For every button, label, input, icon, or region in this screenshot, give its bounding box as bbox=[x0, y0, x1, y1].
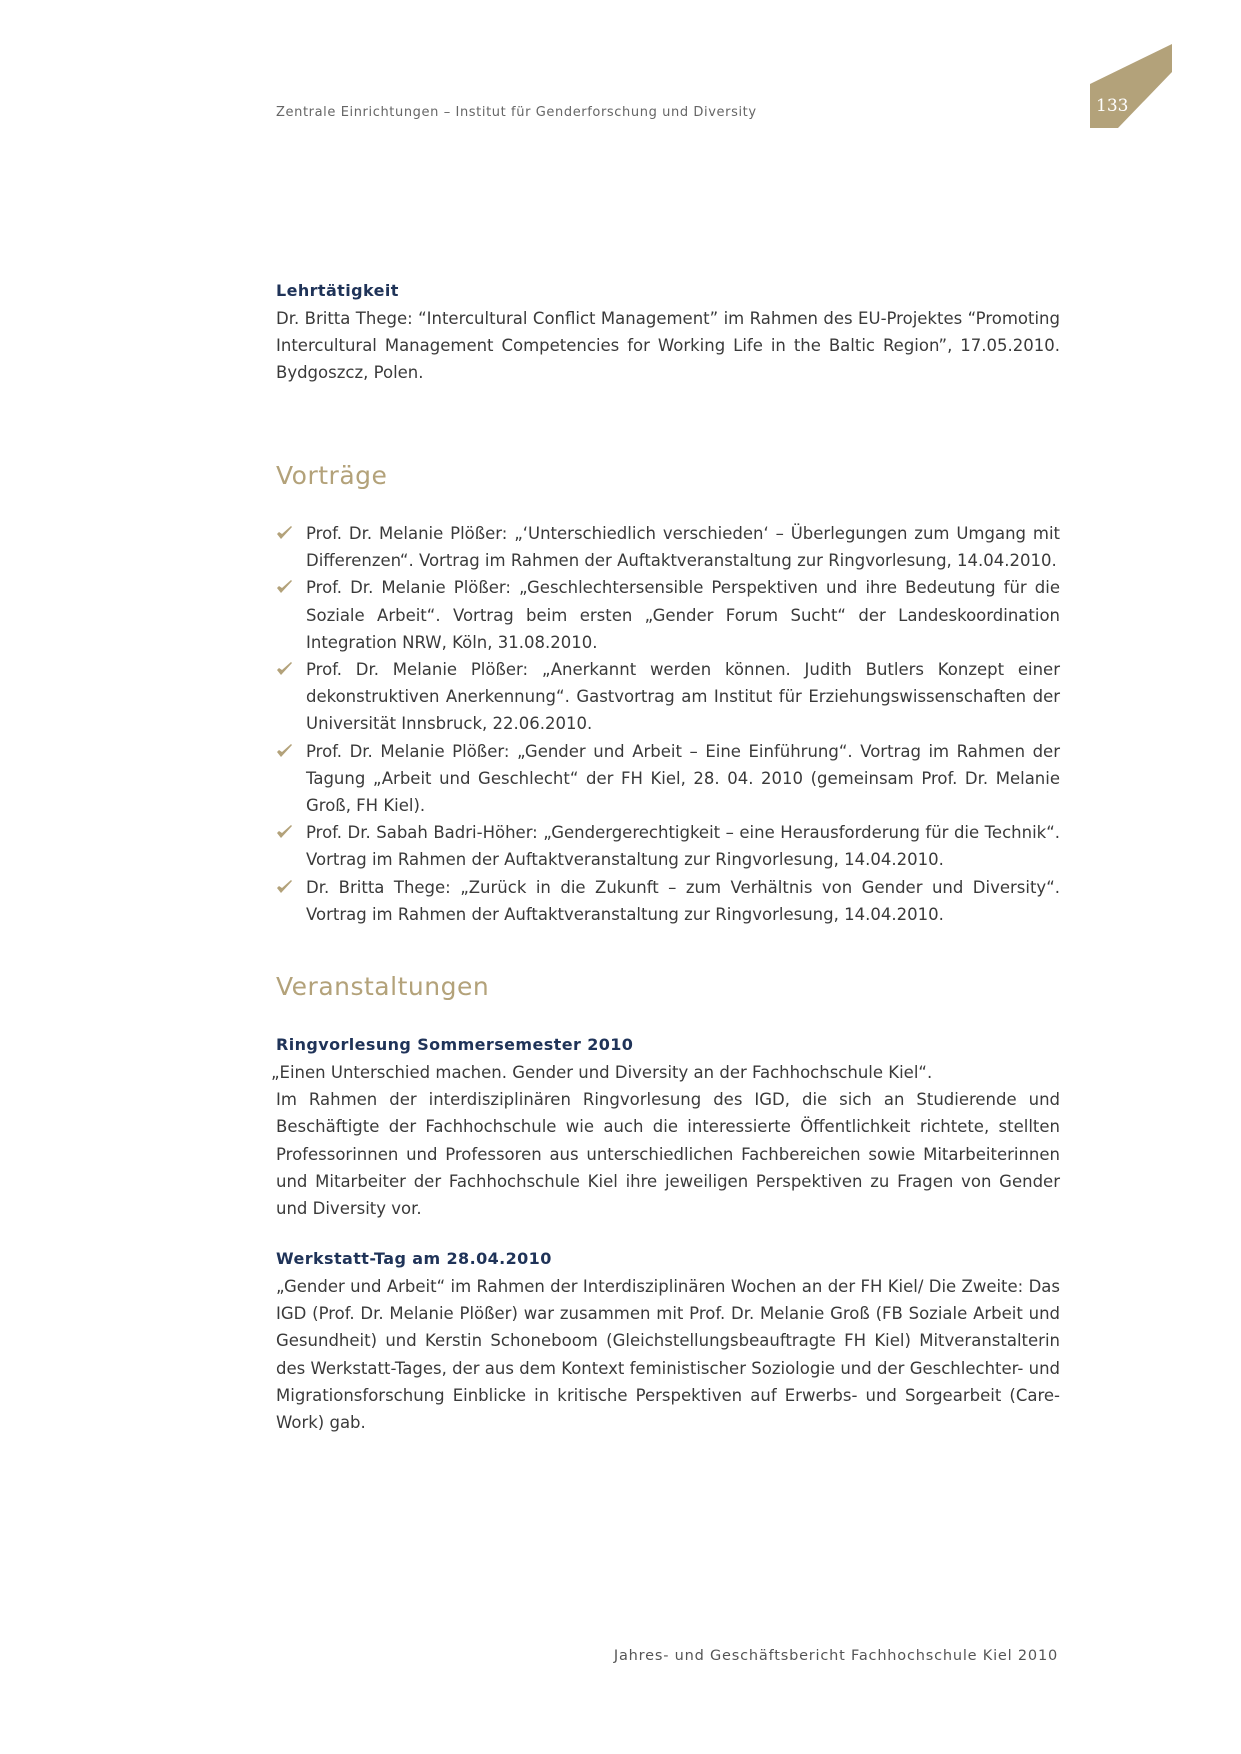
check-swoosh-icon bbox=[276, 744, 293, 758]
list-item bbox=[276, 738, 1060, 820]
werkstatt-heading: Werkstatt-Tag am 28.04.2010 bbox=[276, 1249, 552, 1268]
list-item bbox=[276, 874, 1060, 928]
ringvorlesung-text: Im Rahmen der interdisziplinären Ringvorlesung des IGD, die sich an Studierende und Beschäftigte der Fachhochschule wie auch die interessierte Öffentlichkeit richtete, stellten Professorinnen und Professoren aus unterschiedlichen Fachbereichen sowie Mitarbeiterinnen und Mitarbeiter der Fachhochschule Kiel ihre jeweiligen Perspektiven zu Fragen von Gender und Diversity vor. bbox=[276, 1090, 1060, 1219]
veranstaltungen-heading: Veranstaltungen bbox=[276, 972, 490, 1001]
vortraege-section bbox=[276, 520, 1060, 928]
check-swoosh-icon bbox=[276, 580, 293, 594]
vortrag-text: Prof. Dr. Sabah Badri-Höher: „Gendergerechtigkeit – eine Herausforderung für die Technik“. Vortrag im Rahmen der Auftaktveranstaltung zur Ringvorlesung, 14.04.2010. bbox=[306, 823, 1060, 870]
vortraege-list bbox=[276, 520, 1060, 928]
vortrag-text: Prof. Dr. Melanie Plößer: „Anerkannt werden können. Judith Butlers Konzept einer dekonstruktiven Anerkennung“. Gastvortrag am Institut für Erziehungswissenschaften der Universität Innsbruck, 22.06.2010. bbox=[306, 660, 1060, 734]
lehrtaetigkeit-section bbox=[276, 277, 1060, 387]
list-item bbox=[276, 656, 1060, 738]
check-swoosh-icon bbox=[276, 526, 293, 540]
vortrag-text: Prof. Dr. Melanie Plößer: „‘Unterschiedlich verschieden‘ – Überlegungen zum Umgang mit Differenzen“. Vortrag im Rahmen der Auftaktveranstaltung zur Ringvorlesung, 14.04.2010. bbox=[306, 524, 1060, 571]
ringvorlesung-section bbox=[271, 1031, 1060, 1222]
check-swoosh-icon bbox=[276, 825, 293, 839]
running-header: Zentrale Einrichtungen – Institut für Genderforschung und Diversity bbox=[276, 105, 757, 120]
check-swoosh-icon bbox=[276, 662, 293, 676]
werkstatt-section bbox=[276, 1245, 1060, 1436]
lehrtaetigkeit-text: Dr. Britta Thege: “Intercultural Conflict Management” im Rahmen des EU-Projektes “Promoting Intercultural Management Competencies for Working Life in the Baltic Region”, 17.05.2010. Bydgoszcz, Polen. bbox=[276, 309, 1060, 383]
list-item bbox=[276, 819, 1060, 873]
ringvorlesung-heading: Ringvorlesung Sommersemester 2010 bbox=[276, 1035, 634, 1054]
vortraege-heading: Vorträge bbox=[276, 461, 388, 490]
werkstatt-text: „Gender und Arbeit“ im Rahmen der Interdisziplinären Wochen an der FH Kiel/ Die Zweite: Das IGD (Prof. Dr. Melanie Plößer) war zusammen mit Prof. Dr. Melanie Groß (FB Soziale Arbeit und Gesundheit) und Kerstin Schoneboom (Gleichstellungsbeauftragte FH Kiel) Mitveranstalterin des Werkstatt-Tages, der aus dem Kontext feministischer Soziologie und der Geschlechter- und Migrationsforschung Einblicke in kritische Perspektiven auf Erwerbs- und Sorgearbeit (Care-Work) gab. bbox=[276, 1277, 1060, 1433]
vortrag-text: Prof. Dr. Melanie Plößer: „Gender und Arbeit – Eine Einführung“. Vortrag im Rahmen der Tagung „Arbeit und Geschlecht“ der FH Kiel, 28. 04. 2010 (gemeinsam Prof. Dr. Melanie Groß, FH Kiel). bbox=[306, 741, 1060, 816]
vortrag-text: Prof. Dr. Melanie Plößer: „Geschlechtersensible Perspektiven und ihre Bedeutung für die Soziale Arbeit“. Vortrag beim ersten „Gender Forum Sucht“ der Landeskoordination Integration NRW, Köln, 31.08.2010. bbox=[306, 578, 1060, 652]
list-item bbox=[276, 574, 1060, 656]
lehrtaetigkeit-heading: Lehrtätigkeit bbox=[276, 281, 399, 300]
ringvorlesung-title: „Einen Unterschied machen. Gender und Diversity an der Fachhochschule Kiel“. bbox=[271, 1063, 933, 1082]
check-swoosh-icon bbox=[276, 880, 293, 894]
page-number: 133 bbox=[1096, 96, 1129, 116]
running-footer: Jahres- und Geschäftsbericht Fachhochschule Kiel 2010 bbox=[613, 1648, 1058, 1664]
vortrag-text: Dr. Britta Thege: „Zurück in die Zukunft – zum Verhältnis von Gender und Diversity“. Vortrag im Rahmen der Auftaktveranstaltung zur Ringvorlesung, 14.04.2010. bbox=[306, 877, 1060, 924]
list-item bbox=[276, 520, 1060, 574]
